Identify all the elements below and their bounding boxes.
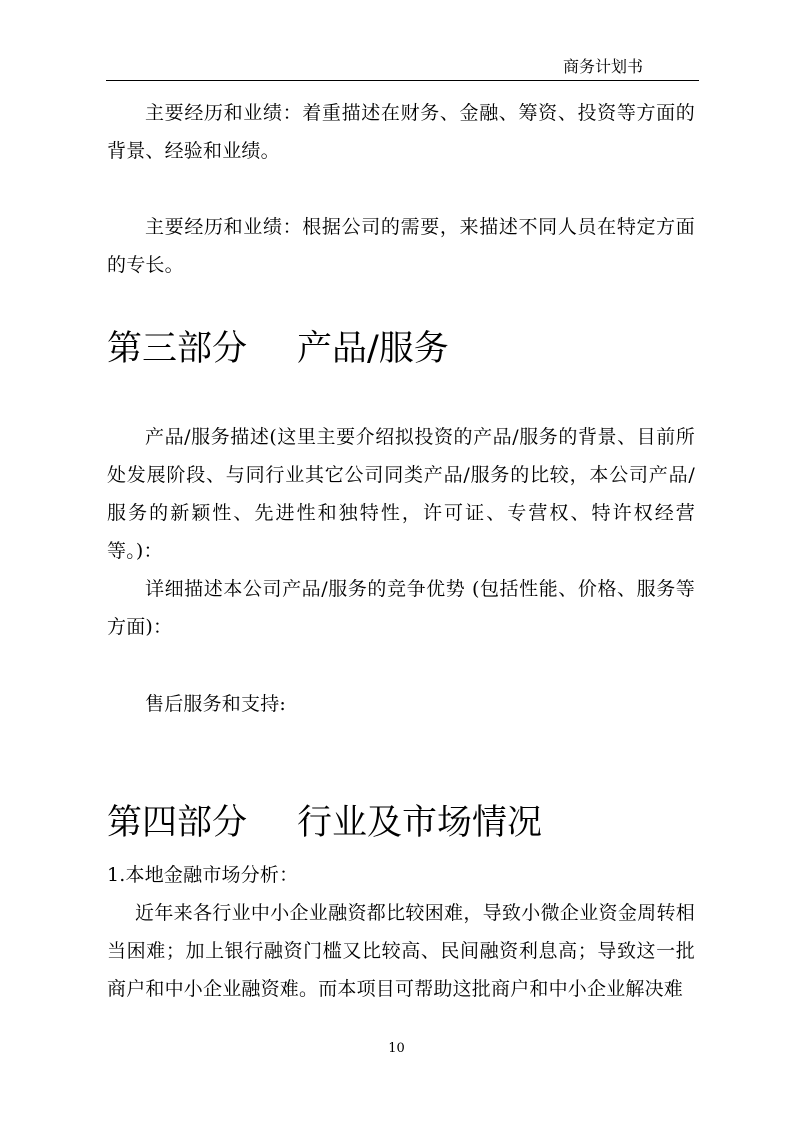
subheading-local-market: 1.本地金融市场分析： [107,864,299,886]
page-number: 10 [388,1041,405,1056]
section-3-title: 产品/服务 [297,329,449,369]
section-heading-3 [107,326,707,372]
section-3-label: 第三部分 [107,329,248,369]
section-4-label: 第四部分 [107,803,248,843]
header-title: 商务计划书 [562,57,643,76]
paragraph-specialty-experience: 主要经历和业绩：根据公司的需要，来描述不同人员在特定方面的专长。 [107,216,695,276]
section-4-title: 行业及市场情况 [297,803,543,843]
paragraph-product-description: 产品/服务描述(这里主要介绍拟投资的产品/服务的背景、目前所处发展阶段、与同行业其它公司同类产品/服务的比较，本公司产品/服务的新颖性、先进性和独特性，许可证、专营权、特许权经营等。)： [107,426,695,562]
paragraph-competitive-advantage: 详细描述本公司产品/服务的竞争优势 (包括性能、价格、服务等方面)： [107,578,695,638]
paragraph-after-sales: 售后服务和支持: [145,693,287,715]
header-rule [106,80,699,81]
section-heading-4 [107,800,707,846]
paragraph-finance-experience: 主要经历和业绩：着重描述在财务、金融、筹资、投资等方面的背景、经验和业绩。 [107,102,695,162]
paragraph-market-analysis: 近年来各行业中小企业融资都比较困难，导致小微企业资金周转相当困难；加上银行融资门槛又比较高、民间融资利息高；导致这一批商户和中小企业融资难。而本项目可帮助这批商户和中小企业解决难 [107,902,695,1000]
